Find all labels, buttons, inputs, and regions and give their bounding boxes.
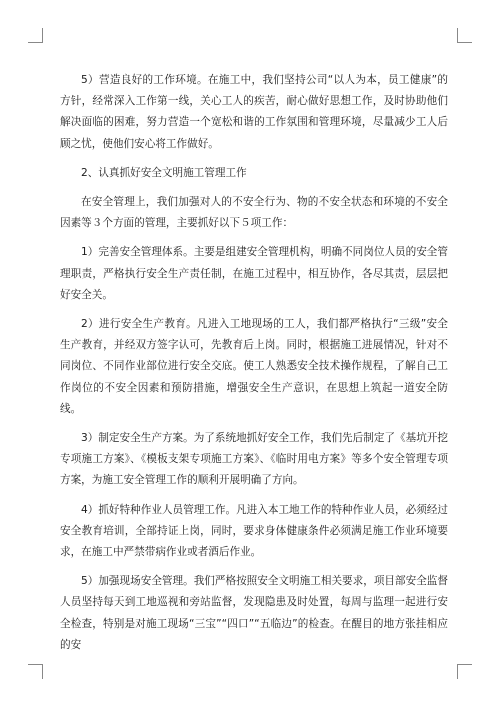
document-body <box>60 70 448 664</box>
section-heading-safety: 2、认真抓好安全文明施工管理工作 <box>81 166 247 179</box>
paragraph-safety-system: 1）完善安全管理体系。主要是组建安全管理机构，明确不同岗位人员的安全管理职责，严格执行安全生产责任制，在施工过程中，相互协作，各尽其责，层层把好安全关。 <box>60 246 448 301</box>
paragraph-special-workers: 4）抓好特种作业人员管理工作。凡进入本工地工作的特种作业人员，必须经过安全教育培训，全部持证上岗，同时，要求身体健康条件必须满足施工作业环境要求，在施工中严禁带病作业或者酒后作业。 <box>60 503 448 559</box>
paragraph-site-management: 5）加强现场安全管理。我们严格按照安全文明施工相关要求，项目部安全监督人员坚持每天到工地巡视和旁站监督，发现隐患及时处置，每周与监理一起进行安全检查，特别是对施工现场“三宝”“四口”“五临边”的检查。在醒目的地方张挂相应的安 <box>60 575 448 651</box>
paragraph-safety-education: 2）进行安全生产教育。凡进入工地现场的工人，我们都严格执行“三级”安全生产教育，并经双方签字认可，先教育后上岗。同时，根据施工进展情况，针对不同岗位、不同作业部位进行安全交底。使工人熟悉安全技术操作规程，了解自己工作岗位的不安全因素和预防措施，增强安全生产意识，在思想上筑起一道安全防线。 <box>60 318 448 415</box>
crop-mark-top-right <box>457 28 472 43</box>
paragraph-work-environment: 5）营造良好的工作环境。在施工中，我们坚持公司“以人为本，员工健康”的方针，经常深入工作第一线，关心工人的疾苦，耐心做好思想工作，及时协助他们解决面临的困难，努力营造一个宽松和谐的工作氛围和管理环境，尽量减少工人后顾之忧，使他们安心将工作做好。 <box>60 74 448 150</box>
paragraph-safety-plans: 3）制定安全生产方案。为了系统地抓好安全工作，我们先后制定了《基坑开挖专项施工方案》、《模板支架专项施工方案》、《临时用电方案》等多个安全管理专项方案，为施工安全管理工作的顺利开展明确了方向。 <box>60 432 448 487</box>
paragraph-safety-intro: 在安全管理上，我们加强对人的不安全行为、物的不安全状态和环境的不安全因素等３个方面的管理，主要抓好以下５项工作： <box>60 196 448 230</box>
crop-mark-bottom-left <box>28 664 43 679</box>
crop-mark-bottom-right <box>457 664 472 679</box>
crop-mark-top-left <box>28 28 43 43</box>
